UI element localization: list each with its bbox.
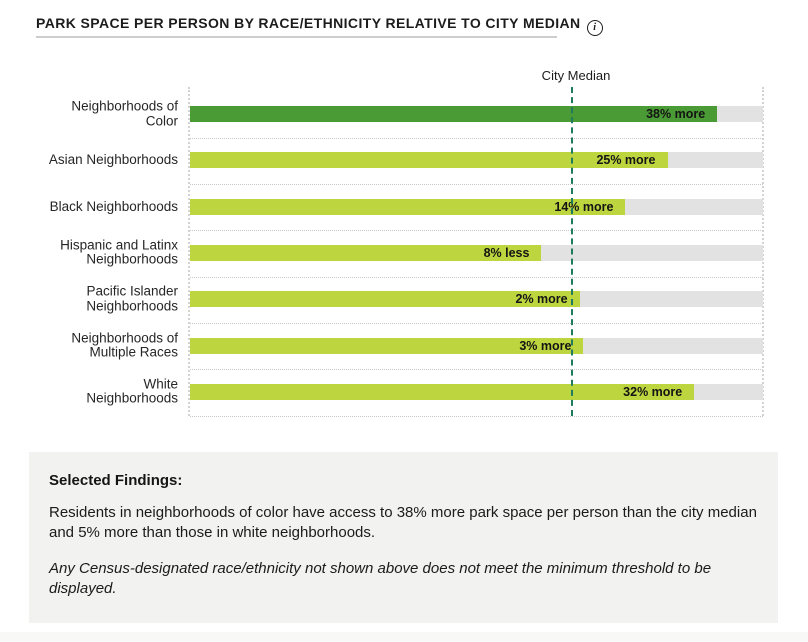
page-title: PARK SPACE PER PERSON BY RACE/ETHNICITY RELATIVE TO CITY MEDIAN bbox=[36, 15, 581, 31]
bar-neighborhoods-of-color[interactable] bbox=[190, 106, 717, 122]
info-icon[interactable]: i bbox=[587, 20, 603, 36]
bar[interactable] bbox=[190, 291, 580, 307]
bar-value-label: 32% more bbox=[623, 384, 683, 399]
category-label-line: Neighborhoods bbox=[86, 251, 178, 267]
bar-value-label: 2% more bbox=[515, 292, 568, 307]
bar-track bbox=[190, 338, 763, 354]
chart-header bbox=[36, 14, 776, 36]
category-label-line: Neighborhoods of bbox=[71, 98, 178, 114]
row-separator bbox=[190, 323, 763, 324]
category-label-line: Asian Neighborhoods bbox=[48, 152, 178, 168]
park-space-bar-chart bbox=[0, 60, 808, 432]
bar-value-label: 25% more bbox=[596, 153, 656, 168]
bar-track bbox=[190, 152, 763, 168]
bar-track bbox=[190, 199, 763, 215]
category-label-line: Neighborhoods of bbox=[71, 330, 178, 346]
bar[interactable] bbox=[190, 199, 625, 215]
row-separator bbox=[190, 230, 763, 231]
bar-value-label: 8% less bbox=[483, 245, 530, 260]
median-line bbox=[571, 87, 573, 416]
median-label: City Median bbox=[541, 68, 611, 83]
title-underline bbox=[36, 36, 557, 38]
bar-track bbox=[190, 245, 763, 261]
category-label-line: Hispanic and Latinx bbox=[60, 237, 178, 253]
category-label-line: Multiple Races bbox=[89, 344, 178, 360]
bar-value-label: 3% more bbox=[519, 338, 572, 353]
findings-paragraph: Residents in neighborhoods of color have access to 38% more park space per person than the city median and 5% more than those in white neighborhoods. bbox=[49, 504, 757, 541]
row-separator bbox=[190, 277, 763, 278]
category-label bbox=[0, 331, 178, 360]
bar-value-label: 14% more bbox=[554, 199, 614, 214]
findings-heading: Selected Findings: bbox=[49, 472, 183, 489]
category-label bbox=[0, 285, 178, 314]
category-label bbox=[0, 100, 178, 129]
row-separator bbox=[190, 138, 763, 139]
row-separator bbox=[190, 369, 763, 370]
bar[interactable] bbox=[190, 338, 583, 354]
bar[interactable] bbox=[190, 245, 541, 261]
bar-track bbox=[190, 106, 763, 122]
row-separator bbox=[190, 184, 763, 185]
category-label-line: Black Neighborhoods bbox=[49, 198, 178, 214]
category-label-line: White bbox=[143, 376, 178, 392]
category-label-line: Neighborhoods bbox=[86, 298, 178, 314]
category-label bbox=[0, 377, 178, 406]
findings-note: Any Census-designated race/ethnicity not shown above does not meet the minimum threshold to be displayed. bbox=[49, 560, 712, 597]
category-label bbox=[0, 153, 178, 168]
bar[interactable] bbox=[190, 152, 668, 168]
footer-strip bbox=[0, 632, 808, 642]
category-label-line: Pacific Islander bbox=[86, 283, 178, 299]
category-label bbox=[0, 238, 178, 267]
findings-box bbox=[29, 452, 778, 623]
category-label bbox=[0, 199, 178, 214]
category-label-line: Neighborhoods bbox=[86, 390, 178, 406]
bar[interactable] bbox=[190, 384, 694, 400]
chart-baseline bbox=[190, 416, 763, 417]
bar-track bbox=[190, 291, 763, 307]
bar-track bbox=[190, 384, 763, 400]
bar-value-label: 38% more bbox=[646, 107, 706, 121]
category-label-line: Color bbox=[145, 113, 178, 128]
